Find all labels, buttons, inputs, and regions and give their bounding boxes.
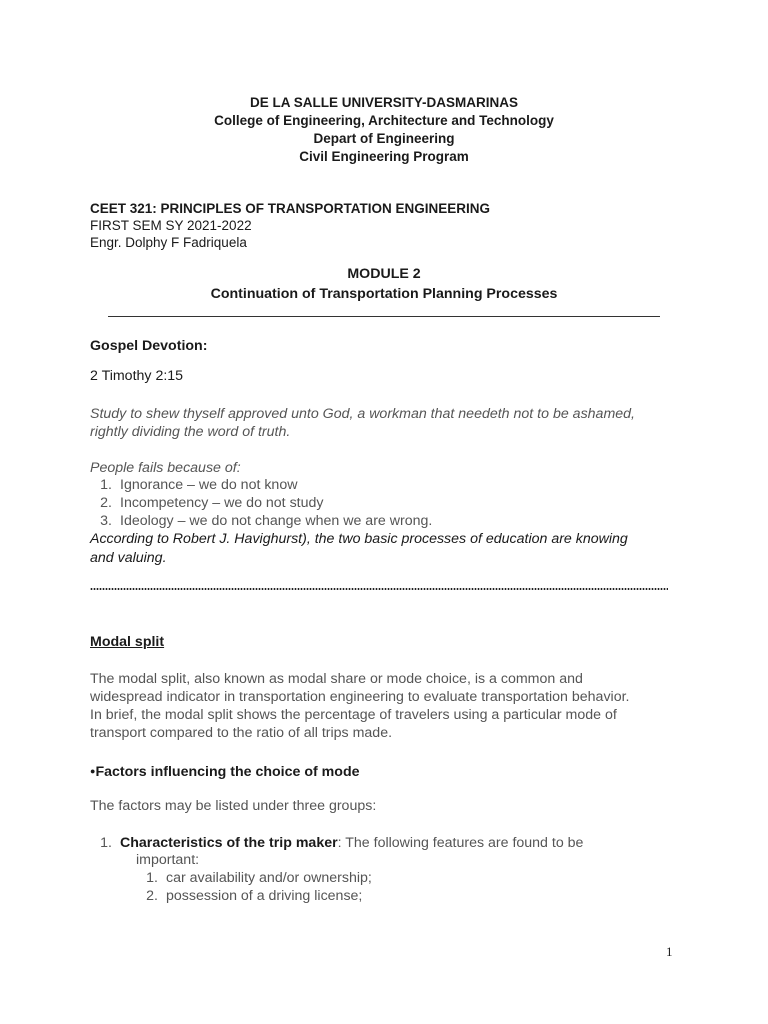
- verse-line-2: rightly dividing the word of truth.: [90, 424, 291, 440]
- instructor: Engr. Dolphy F Fadriquela: [90, 235, 247, 250]
- list-text: possession of a driving license;: [166, 888, 363, 904]
- list-item: [136, 869, 372, 887]
- group-text: : The following features are found to be: [337, 835, 584, 851]
- list-number: 3.: [100, 513, 112, 529]
- list-number: 1.: [146, 870, 158, 886]
- module-number: MODULE 2: [347, 266, 421, 282]
- list-text: Ideology – we do not change when we are wrong.: [120, 513, 433, 529]
- university-name: DE LA SALLE UNIVERSITY-DASMARINAS: [249, 95, 519, 110]
- quote-line-1: According to Robert J. Havighurst), the two basic processes of education are knowing: [90, 531, 628, 547]
- list-item: [90, 512, 432, 530]
- bullet-icon: ●: [90, 766, 96, 776]
- list-number: 1.: [100, 835, 112, 851]
- paragraph-line: The modal split, also known as modal share or mode choice, is a common and: [90, 671, 583, 687]
- list-item: [90, 494, 323, 512]
- paragraph-line: widespread indicator in transportation engineering to evaluate transportation behavior.: [90, 689, 630, 705]
- section-divider: [90, 588, 668, 590]
- paragraph-line: transport compared to the ratio of all trips made.: [90, 725, 393, 741]
- list-item: [136, 887, 362, 905]
- section-heading-modal-split: Modal split: [90, 634, 165, 650]
- quote-line-2: and valuing.: [90, 550, 167, 566]
- course-code-title: CEET 321: PRINCIPLES OF TRANSPORTATION ENGINEERING: [90, 201, 491, 216]
- group-title: Characteristics of the trip maker: [120, 835, 338, 851]
- group-item-1: [90, 834, 583, 852]
- page-number: 1: [666, 944, 673, 959]
- list-text: Ignorance – we do not know: [120, 477, 298, 493]
- paragraph-line: In brief, the modal split shows the percentage of travelers using a particular mode of: [90, 707, 617, 723]
- devotion-heading: Gospel Devotion:: [90, 338, 208, 354]
- list-number: 2.: [146, 888, 158, 904]
- verse-line-1: Study to shew thyself approved unto God, a workman that needeth not to be ashamed,: [90, 406, 635, 422]
- list-item: [90, 476, 297, 494]
- department-name: Depart of Engineering: [313, 131, 455, 146]
- list-text: Incompetency – we do not study: [120, 495, 324, 511]
- college-name: College of Engineering, Architecture and Technology: [214, 113, 554, 128]
- module-title: Continuation of Transportation Planning Processes: [210, 286, 558, 302]
- scripture-reference: 2 Timothy 2:15: [90, 368, 184, 384]
- list-number: 1.: [100, 477, 112, 493]
- factors-heading-text: Factors influencing the choice of mode: [95, 764, 360, 780]
- group-text-continued: important:: [136, 852, 200, 868]
- fails-intro: People fails because of:: [90, 460, 241, 476]
- header-divider: [108, 316, 660, 317]
- semester: FIRST SEM SY 2021-2022: [90, 218, 252, 233]
- list-text: car availability and/or ownership;: [166, 870, 372, 886]
- program-name: Civil Engineering Program: [299, 149, 469, 164]
- factors-heading: [90, 762, 360, 781]
- list-number: 2.: [100, 495, 112, 511]
- groups-intro: The factors may be listed under three groups:: [90, 798, 377, 814]
